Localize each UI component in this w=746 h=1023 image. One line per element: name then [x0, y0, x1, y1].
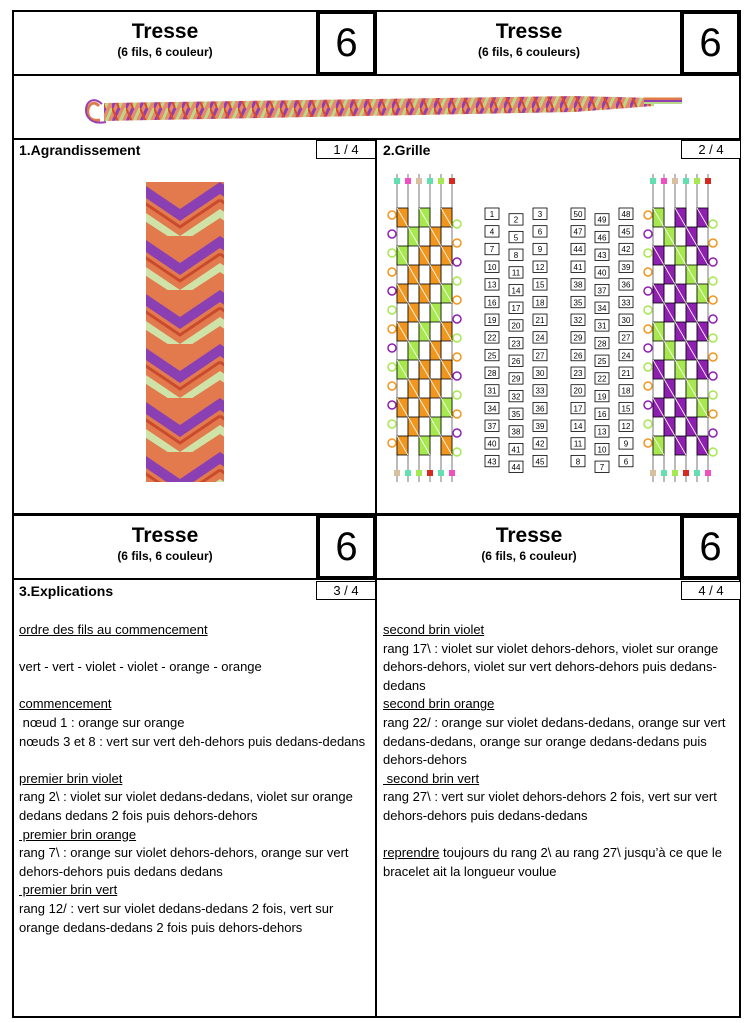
edge-loop [644, 287, 652, 295]
grid-cell-number: 29 [511, 374, 521, 384]
grid-cell-number: 35 [511, 409, 521, 419]
number-grid-left [485, 208, 547, 472]
edge-loop [453, 315, 461, 323]
grid-cell-number: 7 [489, 245, 495, 255]
grid-cell-number: 29 [573, 333, 583, 343]
grid-cell-number: 19 [487, 315, 497, 325]
grid-cell-number: 25 [597, 356, 607, 366]
section2-page: 2 / 4 [681, 140, 741, 159]
grid-cell-number: 23 [511, 339, 521, 349]
grid-cell-number: 6 [623, 457, 629, 467]
section4-page: 4 / 4 [681, 581, 741, 600]
grid-cell-number: 48 [621, 209, 631, 219]
thread-marker [683, 470, 689, 476]
edge-loop [709, 277, 717, 285]
edge-loop [388, 249, 396, 257]
grid-cell-number: 11 [511, 268, 521, 278]
edge-loop [709, 372, 717, 380]
edge-loop [453, 353, 461, 361]
grid-cell-number: 47 [573, 227, 583, 237]
grid-cell-number: 12 [535, 262, 545, 272]
pattern-left [388, 174, 461, 482]
grid-cell-number: 44 [511, 462, 521, 472]
edge-loop [644, 306, 652, 314]
card3-subtitle: (6 fils, 6 couleur) [117, 549, 213, 563]
grid-cell-number: 10 [597, 445, 607, 455]
grid-cell-number: 39 [621, 262, 631, 272]
edge-loop [644, 401, 652, 409]
grid-cell-number: 43 [597, 250, 607, 260]
reprendre-rest: toujours du rang 2\ au rang 27\ jusqu’à ce que le bracelet ait la longueur voulue [383, 845, 722, 879]
rang-2-line: rang 2\ : violet sur violet dedans-dedans, violet sur orange dedans dedans 2 fois puis dehors-dehors [19, 789, 353, 823]
edge-loop [453, 429, 461, 437]
grid-cell-number: 25 [487, 351, 497, 361]
grille-diagram [385, 170, 731, 490]
grid-cell-number: 31 [487, 386, 497, 396]
section2-label: 2.Grille [383, 142, 431, 158]
grid-cell-number: 17 [511, 303, 521, 313]
thread-marker [394, 178, 400, 184]
grid-cell-number: 37 [487, 421, 497, 431]
edge-loop [709, 296, 717, 304]
edge-loop [453, 277, 461, 285]
grid-cell-number: 34 [597, 303, 607, 313]
thread-marker [672, 470, 678, 476]
grid-cell-number: 15 [535, 280, 545, 290]
edge-loop [388, 306, 396, 314]
edge-loop [644, 211, 652, 219]
edge-loop [644, 325, 652, 333]
heading-ordre: ordre des fils au commencement [19, 622, 208, 637]
heading-premier-orange: premier brin orange [19, 826, 137, 842]
grid-cell-number: 38 [573, 280, 583, 290]
grid-cell-number: 27 [535, 351, 545, 361]
edge-loop [644, 344, 652, 352]
grid-cell-number: 1 [489, 209, 495, 219]
grid-cell-number: 4 [489, 227, 495, 237]
edge-loop [388, 382, 396, 390]
edge-loop [388, 363, 396, 371]
pattern-right [644, 174, 717, 482]
edge-loop [453, 220, 461, 228]
edge-loop [709, 239, 717, 247]
edge-loop [709, 391, 717, 399]
edge-loop [453, 391, 461, 399]
grid-cell-number: 36 [535, 404, 545, 414]
grid-cell-number: 26 [511, 356, 521, 366]
grid-cell-number: 41 [573, 262, 583, 272]
edge-loop [709, 220, 717, 228]
edge-loop [709, 353, 717, 361]
edge-loop [453, 372, 461, 380]
grid-cell-number: 32 [573, 315, 583, 325]
thread-marker [694, 178, 700, 184]
grid-cell-number: 21 [535, 315, 545, 325]
grid-cell-number: 39 [535, 421, 545, 431]
grid-cell-number: 9 [537, 245, 543, 255]
grid-cell-number: 40 [487, 439, 497, 449]
edge-loop [453, 258, 461, 266]
grid-cell-number: 28 [487, 368, 497, 378]
heading-premier-vert: premier brin vert [19, 882, 118, 898]
card2-title-block [375, 20, 683, 60]
explications-text [19, 621, 369, 937]
card2-subtitle: (6 fils, 6 couleurs) [477, 45, 581, 59]
thread-marker [405, 178, 411, 184]
grid-cell-number: 33 [621, 298, 631, 308]
grid-cell-number: 7 [599, 462, 605, 472]
thread-marker [672, 178, 678, 184]
edge-loop [709, 448, 717, 456]
grid-cell-number: 6 [537, 227, 543, 237]
grid-cell-number: 9 [623, 439, 629, 449]
grid-cell-number: 50 [573, 209, 583, 219]
thread-marker [694, 470, 700, 476]
thread-marker [449, 178, 455, 184]
edge-loop [644, 249, 652, 257]
heading-commencement: commencement [19, 696, 112, 712]
grid-cell-number: 24 [535, 333, 545, 343]
section3-label: 3.Explications [19, 583, 114, 599]
edge-loop [388, 211, 396, 219]
grid-cell-number: 22 [487, 333, 497, 343]
thread-marker [416, 470, 422, 476]
grid-cell-number: 15 [621, 404, 631, 414]
heading-second-violet: second brin violet [383, 622, 485, 637]
grid-cell-number: 11 [573, 439, 583, 449]
edge-loop [644, 420, 652, 428]
grid-cell-number: 38 [511, 427, 521, 437]
grid-cell-number: 14 [573, 421, 583, 431]
grid-cell-number: 30 [535, 368, 545, 378]
heading-second-vert: second brin vert [383, 770, 480, 786]
grid-cell-number: 2 [513, 215, 519, 225]
thread-marker [650, 178, 656, 184]
bracelet-image [14, 76, 739, 138]
grid-cell-number: 46 [597, 233, 607, 243]
grid-cell-number: 42 [621, 245, 631, 255]
grid-cell-number: 45 [535, 457, 545, 467]
edge-loop [709, 410, 717, 418]
heading-premier-violet: premier brin violet [19, 770, 123, 786]
edge-loop [644, 439, 652, 447]
grid-cell-number: 41 [511, 445, 521, 455]
grid-cell-number: 35 [573, 298, 583, 308]
rang-22-line: rang 22/ : orange sur violet dedans-dedans, orange sur vert dedans-dedans, orange sur orange dedans-dedans puis dehors-dehors [383, 714, 726, 768]
edge-loop [709, 334, 717, 342]
grid-cell-number: 32 [511, 392, 521, 402]
thread-marker [661, 470, 667, 476]
card2-number: 6 [680, 10, 741, 76]
grid-cell-number: 22 [597, 374, 607, 384]
edge-loop [388, 439, 396, 447]
edge-loop [388, 230, 396, 238]
grid-cell-number: 16 [487, 298, 497, 308]
edge-loop [709, 315, 717, 323]
grid-cell-number: 49 [597, 215, 607, 225]
thread-marker [438, 178, 444, 184]
grid-cell-number: 44 [573, 245, 583, 255]
edge-loop [453, 410, 461, 418]
edge-loop [388, 344, 396, 352]
grid-cell-number: 31 [597, 321, 607, 331]
grid-cell-number: 8 [513, 250, 519, 260]
card3-number: 6 [316, 514, 377, 580]
reprendre-word: reprendre [383, 845, 440, 861]
edge-loop [453, 448, 461, 456]
number-grid-right [571, 208, 633, 472]
card1-title: Tresse [131, 20, 199, 43]
grid-cell-number: 45 [621, 227, 631, 237]
thread-marker [427, 178, 433, 184]
edge-loop [644, 268, 652, 276]
card1-title-block [12, 20, 318, 60]
edge-loop [453, 334, 461, 342]
edge-loop [388, 287, 396, 295]
edge-loop [388, 401, 396, 409]
grid-cell-number: 42 [535, 439, 545, 449]
grid-cell-number: 13 [597, 427, 607, 437]
grid-cell-number: 12 [621, 421, 631, 431]
rang-17-line: rang 17\ : violet sur violet dehors-dehors, violet sur orange dehors-dehors, violet sur vert dehors-dehors puis dedans-dedans [383, 640, 719, 693]
thread-marker [650, 470, 656, 476]
bracelet-banner [12, 74, 741, 140]
heading-second-orange: second brin orange [383, 696, 495, 712]
grid-cell-number: 26 [573, 351, 583, 361]
edge-loop [644, 363, 652, 371]
grid-cell-number: 33 [535, 386, 545, 396]
grid-cell-number: 17 [573, 404, 583, 414]
thread-marker [405, 470, 411, 476]
thread-marker [683, 178, 689, 184]
edge-loop [709, 429, 717, 437]
grid-cell-number: 8 [575, 457, 581, 467]
noeuds-3-8-line: nœuds 3 et 8 : vert sur vert deh-dehors puis dedans-dedans [19, 733, 366, 749]
edge-loop [644, 382, 652, 390]
edge-loop [709, 258, 717, 266]
edge-loop [388, 268, 396, 276]
card4-title-block [375, 524, 683, 564]
grid-cell-number: 30 [621, 315, 631, 325]
grid-cell-number: 14 [511, 286, 521, 296]
card1-subtitle: (6 fils, 6 couleur) [117, 45, 213, 59]
thread-marker [394, 470, 400, 476]
grid-cell-number: 40 [597, 268, 607, 278]
grid-cell-number: 19 [597, 392, 607, 402]
grid-cell-number: 13 [487, 280, 497, 290]
card4-number: 6 [680, 514, 741, 580]
ordre-line: vert - vert - violet - violet - orange - orange [19, 659, 262, 675]
thread-marker [705, 178, 711, 184]
grid-cell-number: 37 [597, 286, 607, 296]
rang-27-line: rang 27\ : vert sur violet dehors-dehors 2 fois, vert sur vert dehors-dehors puis dedans-dedans [383, 789, 717, 823]
explications-continued-text [383, 621, 733, 881]
grid-cell-number: 43 [487, 457, 497, 467]
edge-loop [453, 296, 461, 304]
section1-page: 1 / 4 [316, 140, 376, 159]
card3-title: Tresse [131, 524, 199, 547]
grid-cell-number: 18 [535, 298, 545, 308]
rang-12-line: rang 12/ : vert sur violet dedans-dedans 2 fois, vert sur orange dedans-dedans 2 fois puis dehors-dehors [19, 900, 334, 935]
grid-cell-number: 16 [597, 409, 607, 419]
card4-title: Tresse [495, 524, 563, 547]
rang-7-line: rang 7\ : orange sur violet dehors-dehors, orange sur vert dehors-dehors puis dedans dedans [19, 845, 349, 879]
grid-cell-number: 27 [621, 333, 631, 343]
grid-cell-number: 36 [621, 280, 631, 290]
noeud-1-line: nœud 1 : orange sur orange [19, 714, 185, 730]
card2-title: Tresse [495, 20, 563, 43]
edge-loop [453, 239, 461, 247]
grid-cell-number: 23 [573, 368, 583, 378]
grid-cell-number: 5 [513, 233, 519, 243]
card4-subtitle: (6 fils, 6 couleur) [481, 549, 577, 563]
thread-marker [427, 470, 433, 476]
grid-cell-number: 21 [621, 368, 631, 378]
grid-cell-number: 20 [573, 386, 583, 396]
braid-closeup-image [140, 182, 230, 482]
grid-cell-number: 20 [511, 321, 521, 331]
thread-marker [705, 470, 711, 476]
edge-loop [388, 325, 396, 333]
reprendre-line [383, 844, 733, 881]
edge-loop [644, 230, 652, 238]
thread-marker [438, 470, 444, 476]
thread-marker [416, 178, 422, 184]
grid-cell-number: 28 [597, 339, 607, 349]
grid-cell-number: 24 [621, 351, 631, 361]
thread-marker [449, 470, 455, 476]
grid-cell-number: 10 [487, 262, 497, 272]
card1-number: 6 [316, 10, 377, 76]
edge-loop [388, 420, 396, 428]
thread-marker [661, 178, 667, 184]
card3-title-block [12, 524, 318, 564]
grid-cell-number: 18 [621, 386, 631, 396]
section1-label: 1.Agrandissement [19, 142, 141, 158]
grid-cell-number: 34 [487, 404, 497, 414]
section3-page: 3 / 4 [316, 581, 376, 600]
grid-cell-number: 3 [537, 209, 543, 219]
